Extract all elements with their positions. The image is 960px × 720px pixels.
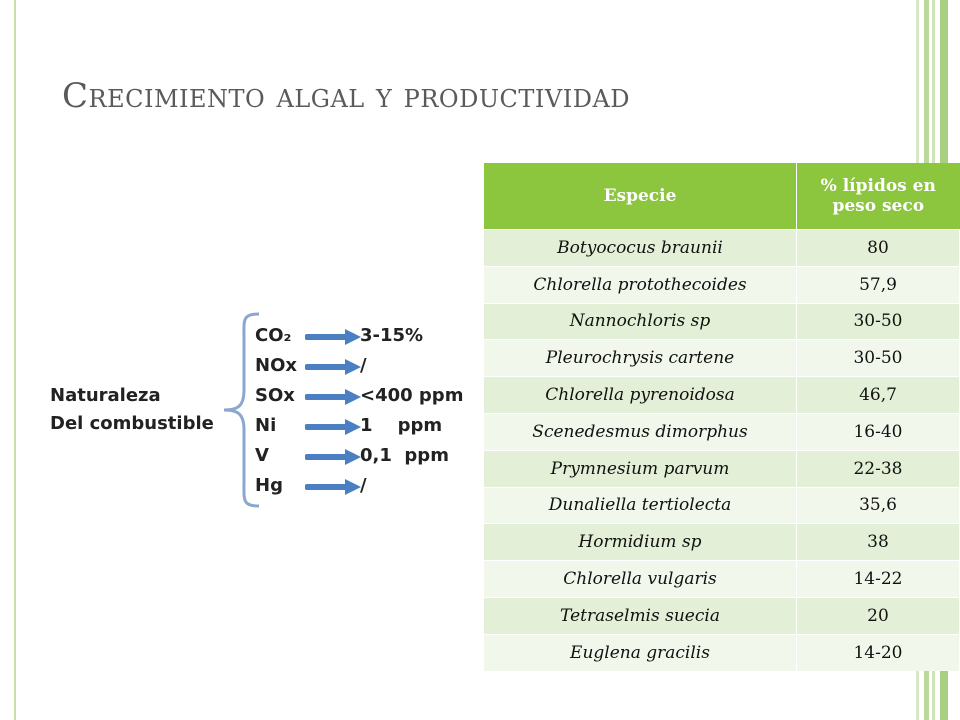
lipid-percent-cell: 57,9 [797,266,960,303]
species-cell: Chlorella protothecoides [484,266,797,303]
compound-label: Hg [255,475,283,496]
species-cell: Dunaliella tertiolecta [484,487,797,524]
arrow-right-icon [305,327,365,347]
lipid-percent-cell: 30-50 [797,340,960,377]
species-cell: Chlorella vulgaris [484,561,797,598]
compound-value: / [360,355,367,376]
compound-value: 0,1 ppm [360,445,449,466]
lipid-percent-cell: 35,6 [797,487,960,524]
compound-value: 3-15% [360,325,424,346]
diagram-left-label-1: Naturaleza [50,385,161,406]
fuel-composition-diagram [40,305,480,520]
lipid-content-table [484,163,960,671]
arrow-right-icon [305,447,365,467]
column-header-lipids: % lípidos en peso seco [797,163,960,230]
lipid-percent-cell: 38 [797,524,960,561]
compound-label: Ni [255,415,277,436]
table-row [484,487,960,524]
species-cell: Hormidium sp [484,524,797,561]
table-row [484,340,960,377]
table-row [484,413,960,450]
left-frame-line [14,0,16,720]
lipid-percent-cell: 80 [797,230,960,267]
compound-label: CO₂ [255,325,292,346]
table-row [484,303,960,340]
compound-value: <400 ppm [360,385,464,406]
compound-label: NOx [255,355,297,376]
lipid-percent-cell: 30-50 [797,303,960,340]
table-row [484,266,960,303]
species-cell: Euglena gracilis [484,634,797,670]
table-row [484,597,960,634]
lipid-percent-cell: 46,7 [797,377,960,414]
arrow-right-icon [305,357,365,377]
column-header-species: Especie [484,163,797,230]
arrow-right-icon [305,387,365,407]
species-cell: Botyococus braunii [484,230,797,267]
arrow-right-icon [305,477,365,497]
compound-value: / [360,475,367,496]
table-header-row [484,163,960,230]
lipid-percent-cell: 14-20 [797,634,960,670]
species-cell: Chlorella pyrenoidosa [484,377,797,414]
table-row [484,450,960,487]
arrow-right-icon [305,417,365,437]
lipid-percent-cell: 20 [797,597,960,634]
species-cell: Prymnesium parvum [484,450,797,487]
table-row [484,230,960,267]
table-row [484,377,960,414]
species-cell: Tetraselmis suecia [484,597,797,634]
lipid-percent-cell: 16-40 [797,413,960,450]
compound-label: SOx [255,385,295,406]
compound-label: V [255,445,269,466]
compound-value: 1 ppm [360,415,443,436]
lipid-percent-cell: 14-22 [797,561,960,598]
slide-title: Crecimiento algal y productividad [62,76,631,116]
lipid-percent-cell: 22-38 [797,450,960,487]
species-cell: Nannochloris sp [484,303,797,340]
species-cell: Scenedesmus dimorphus [484,413,797,450]
table-row [484,524,960,561]
table-row [484,561,960,598]
table-row [484,634,960,670]
diagram-left-label-2: Del combustible [50,413,214,434]
species-cell: Pleurochrysis cartene [484,340,797,377]
